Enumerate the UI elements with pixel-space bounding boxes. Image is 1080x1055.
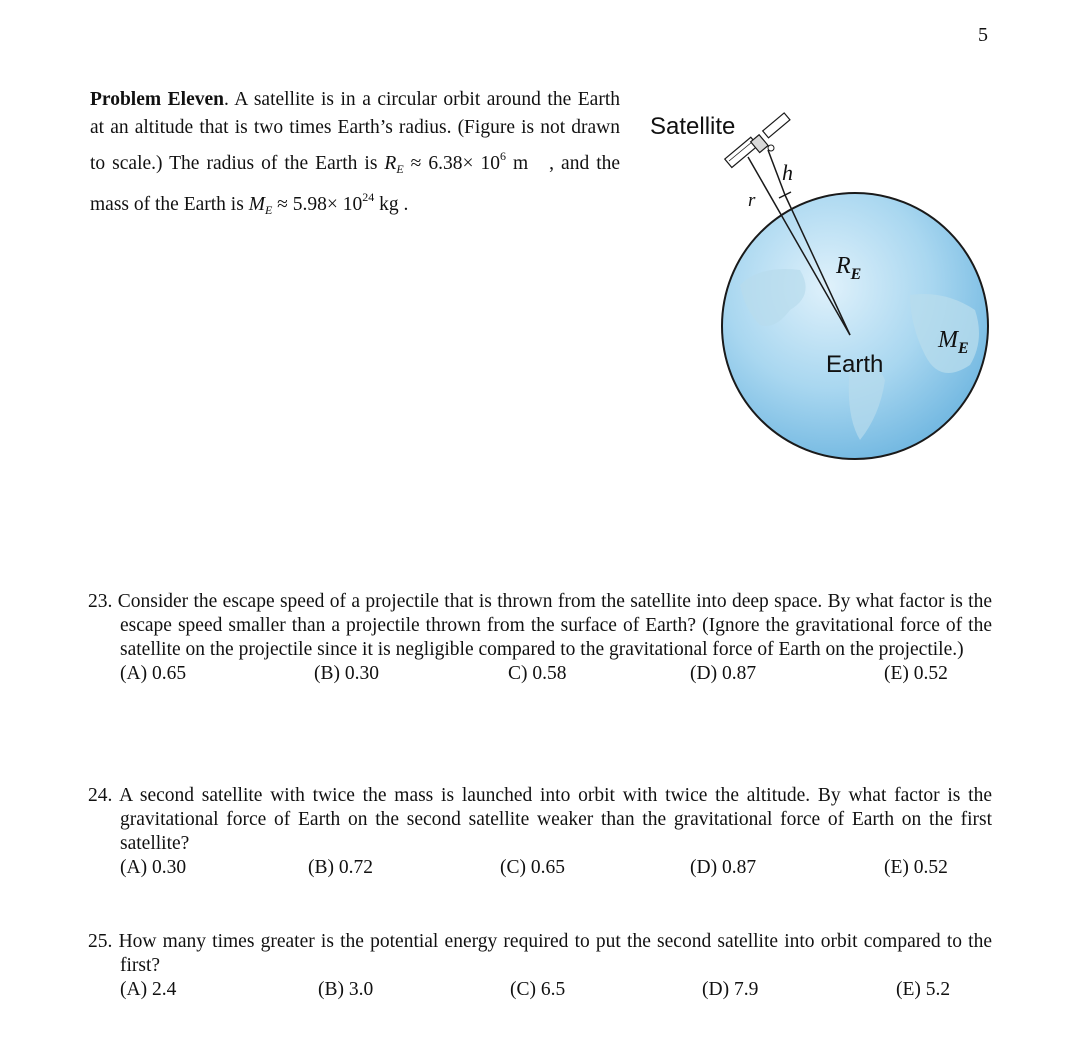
answer-choices bbox=[120, 662, 992, 688]
problem-heading: Problem Eleven bbox=[90, 89, 224, 110]
separator: , bbox=[549, 153, 555, 174]
re-subscript: E bbox=[850, 266, 862, 283]
choice-b: (B) 0.72 bbox=[308, 857, 373, 878]
satellite-figure bbox=[640, 95, 1000, 465]
mass-statement bbox=[248, 190, 409, 217]
question-stem: 24. A second satellite with twice the mass is launched into orbit with twice the altitude. By what factor is the gravitational force of Earth on the second satellite weaker than the gravitational force of Earth on the first satellite? bbox=[88, 785, 992, 854]
mass-subscript: E bbox=[264, 203, 273, 217]
answer-choices bbox=[120, 978, 992, 1004]
question-24 bbox=[88, 784, 992, 882]
question-stem: 25. How many times greater is the potential energy required to put the second satellite into orbit compared to the first? bbox=[88, 931, 992, 976]
answer-choices bbox=[120, 856, 992, 882]
radius-exponent: 6 bbox=[500, 149, 506, 163]
choice-d: (D) 0.87 bbox=[690, 857, 757, 878]
choice-d: (D) 0.87 bbox=[690, 663, 757, 684]
radius-subscript: E bbox=[396, 162, 404, 176]
choice-e: (E) 0.52 bbox=[884, 663, 948, 684]
choice-a: (A) 0.30 bbox=[120, 857, 187, 878]
me-subscript: E bbox=[958, 340, 969, 357]
problem-intro bbox=[90, 86, 620, 224]
mass-symbol: M bbox=[248, 194, 265, 215]
question-stem: 23. Consider the escape speed of a projectile that is thrown from the satellite into deep space. By what factor is the escape speed smaller than a projectile thrown from the surface of Earth? (Ignore the gravitational force of the satellite on the projectile since it is negligible compared to the gravitational force of Earth on the projectile.) bbox=[88, 591, 992, 660]
choice-a: (A) 0.65 bbox=[120, 663, 187, 684]
page-number: 5 bbox=[978, 24, 988, 46]
question-25 bbox=[88, 930, 992, 1004]
mass-unit: kg . bbox=[379, 194, 409, 215]
h-label: h bbox=[782, 160, 793, 185]
choice-c: C) 0.58 bbox=[508, 663, 567, 684]
mass-value: ≈ 5.98× 10 bbox=[277, 194, 363, 215]
radius-statement bbox=[384, 149, 561, 176]
problem-text: . A satellite is in a circular orbit around the Earth at an altitude that is two times Earth’s radius. (Figure is not drawn to scale.) The radius of the Earth is bbox=[90, 89, 620, 174]
question-23 bbox=[88, 590, 992, 688]
re-symbol: R bbox=[836, 253, 851, 279]
choice-b: (B) 0.30 bbox=[314, 663, 379, 684]
choice-c: (C) 0.65 bbox=[500, 857, 565, 878]
earth-label: Earth bbox=[826, 351, 884, 378]
choice-d: (D) 7.9 bbox=[702, 979, 759, 1000]
mass-exponent: 24 bbox=[362, 190, 375, 204]
satellite-label: Satellite bbox=[650, 113, 736, 140]
choice-e: (E) 0.52 bbox=[884, 857, 948, 878]
choice-b: (B) 3.0 bbox=[318, 979, 374, 1000]
choice-c: (C) 6.5 bbox=[510, 979, 566, 1000]
mass-intro-text: and the mass of the Earth is bbox=[90, 153, 621, 215]
radius-symbol: R bbox=[384, 153, 397, 174]
me-symbol: M bbox=[938, 327, 958, 353]
choice-e: (E) 5.2 bbox=[896, 979, 951, 1000]
radius-value: ≈ 6.38× 10 bbox=[410, 153, 500, 174]
choice-a: (A) 2.4 bbox=[120, 979, 177, 1000]
radius-unit: m bbox=[513, 153, 529, 174]
r-label: r bbox=[748, 190, 756, 211]
